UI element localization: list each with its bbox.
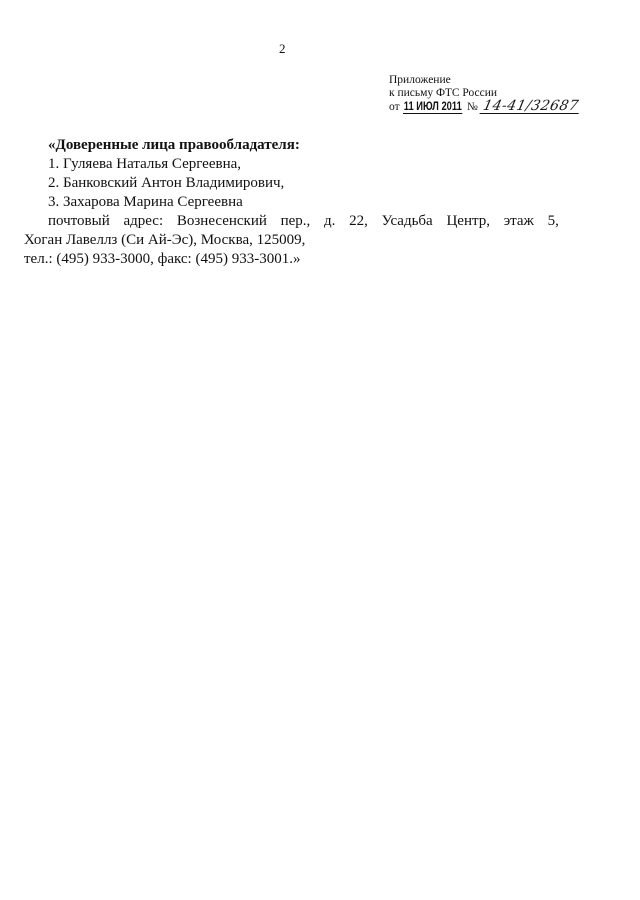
address-word: этаж [503, 213, 534, 229]
appendix-date-number-line [389, 100, 580, 114]
address-word: Центр, [446, 213, 490, 229]
person-list-item: 3. Захарова Марина Сергеевна [48, 194, 243, 210]
address-word: Вознесенский [176, 213, 267, 229]
address-word: 22, [349, 213, 368, 229]
address-word: д. [324, 213, 336, 229]
contact-phones: тел.: (495) 933-3000, факс: (495) 933-3001.» [24, 251, 301, 267]
appendix-block [389, 74, 580, 114]
address-word: пер., [280, 213, 311, 229]
address-word: почтовый [48, 213, 110, 229]
postal-address-line [24, 212, 559, 231]
appendix-title: Приложение [389, 74, 451, 86]
date-prefix: от [389, 101, 400, 113]
appendix-letter-reference: к письму ФТС России [389, 87, 498, 99]
address-word: Усадьба [381, 213, 433, 229]
person-list-item: 1. Гуляева Наталья Сергеевна, [48, 156, 242, 172]
address-word: 5, [547, 213, 559, 229]
postal-address-continuation: Хоган Лавеллз (Си Ай-Эс), Москва, 125009, [24, 232, 306, 248]
page-number: 2 [279, 41, 286, 56]
document-body [24, 136, 559, 269]
address-word: адрес: [123, 213, 164, 229]
section-heading: «Доверенные лица правообладателя: [48, 137, 300, 153]
person-list-item: 2. Банковский Антон Владимирович, [48, 175, 285, 191]
handwritten-letter-number: 14-41/32687 [481, 98, 580, 114]
date-stamp: 11 ИЮЛ 2011 [403, 99, 462, 113]
number-sign: № [466, 101, 478, 113]
